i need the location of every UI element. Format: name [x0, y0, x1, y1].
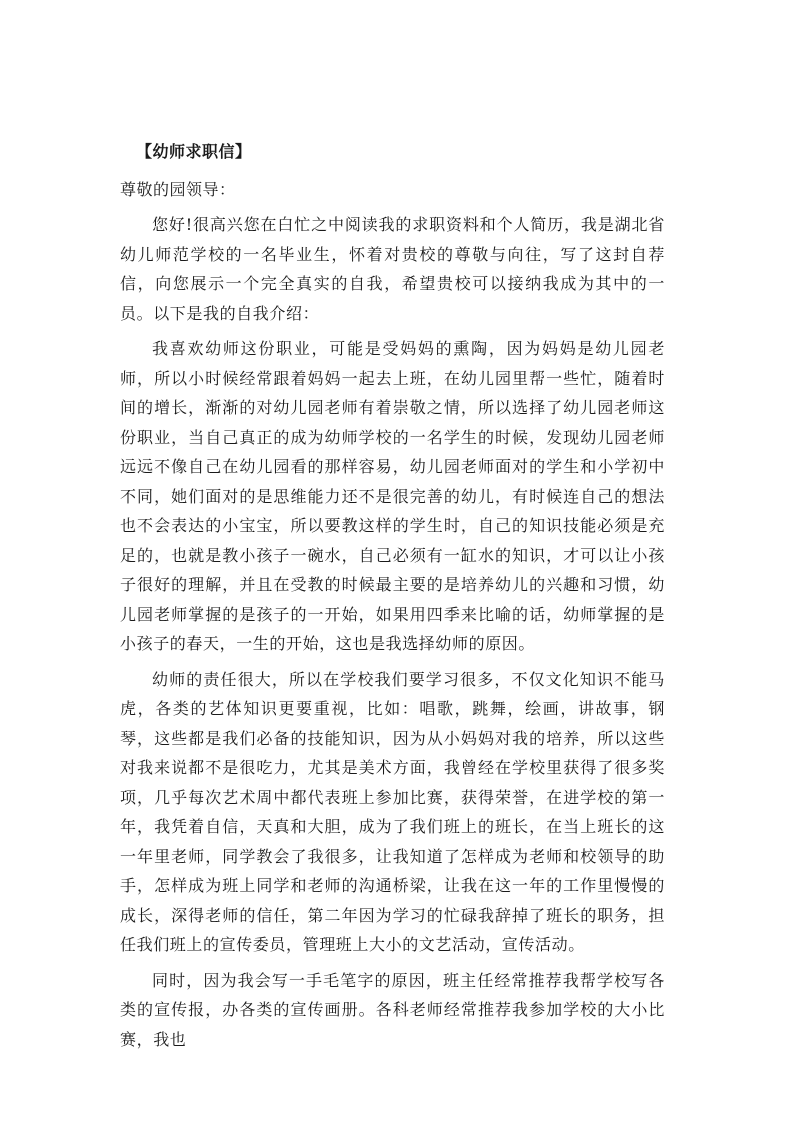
paragraph-motivation: 我喜欢幼师这份职业，可能是受妈妈的熏陶，因为妈妈是幼儿园老师，所以小时候经常跟着妈妈一起去上班，在幼儿园里帮一些忙，随着时间的增长，渐渐的对幼儿园老师有着崇敬之情，所以选择了幼儿园老师这份职业，当自己真正的成为幼师学校的一名学生的时候，发现幼儿园老师远远不像自己在幼儿园看的那样容易，幼儿园老师面对的学生和小学初中不同，她们面对的是思维能力还不是很完善的幼儿，有时候连自己的想法也不会表达的小宝宝，所以要教这样的学生时，自己的知识技能必须是充足的，也就是教小孩子一碗水，自己必须有一缸水的知识，才可以让小孩子很好的理解，并且在受教的时候最主要的是培养幼儿的兴趣和习惯，幼儿园老师掌握的是孩子的一开始，如果用四季来比喻的话，幼师掌握的是小孩子的春天，一生的开始，这也是我选择幼师的原因。	[120, 339, 665, 653]
document-title: 【幼师求职信】	[136, 142, 252, 161]
paragraph-skills: 幼师的责任很大，所以在学校我们要学习很多，不仅文化知识不能马虎，各类的艺体知识更要重视，比如：唱歌，跳舞，绘画，讲故事，钢琴，这些都是我们必备的技能知识，因为从小妈妈对我的培养，所以这些对我来说都不是很吃力，尤其是美术方面，我曾经在学校里获得了很多奖项，几乎每次艺术周中都代表班上参加比赛，获得荣誉，在进学校的第一年，我凭着自信，天真和大胆，成为了我们班上的班长，在当上班长的这一年里老师，同学教会了我很多，让我知道了怎样成为老师和校领导的助手，怎样成为班上同学和老师的沟通桥梁，让我在这一年的工作里慢慢的成长，深得老师的信任，第二年因为学习的忙碌我辞掉了班长的职务，担任我们班上的宣传委员，管理班上大小的文艺活动，宣传活动。	[120, 669, 665, 954]
document-page	[120, 138, 665, 1060]
paragraph-calligraphy: 同时，因为我会写一手毛笔字的原因，班主任经常推荐我帮学校写各类的宣传报，办各类的宣传画册。各科老师经常推荐我参加学校的大小比赛，我也	[120, 970, 665, 1049]
paragraph-greeting: 您好!很高兴您在白忙之中阅读我的求职资料和个人简历，我是湖北省幼儿师范学校的一名毕业生，怀着对贵校的尊敬与向往，写了这封自荐信，向您展示一个完全真实的自我，希望贵校可以接纳我成为其中的一员。以下是我的自我介绍：	[120, 215, 665, 323]
salutation: 尊敬的园领导：	[120, 180, 236, 199]
